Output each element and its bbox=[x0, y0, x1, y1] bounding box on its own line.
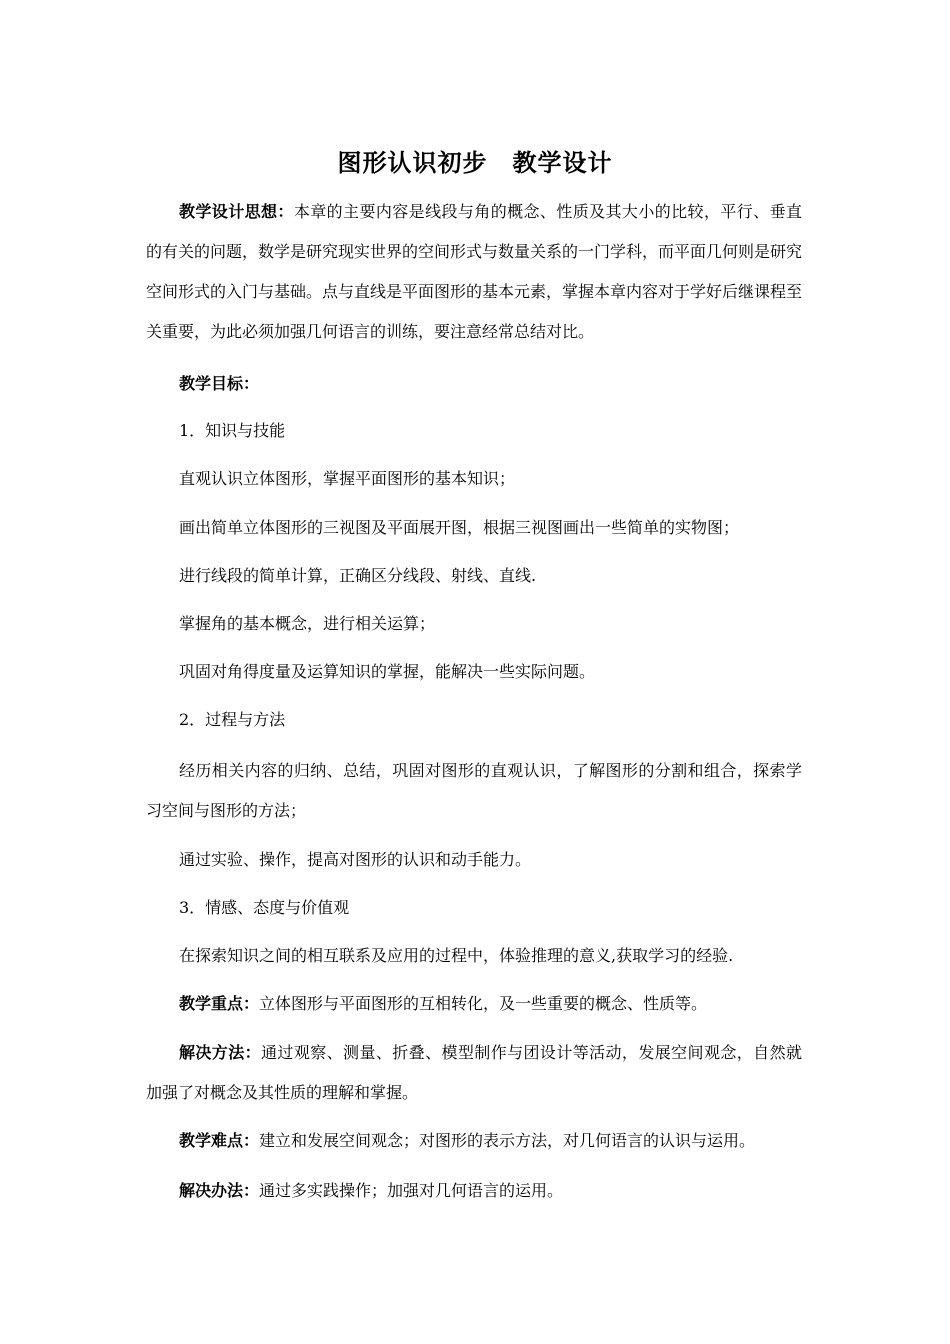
difficulty-text: 建立和发展空间观念；对图形的表示方法，对几何语言的认识与运用。 bbox=[259, 1131, 756, 1150]
difficulty-label: 教学难点： bbox=[179, 1131, 260, 1150]
key-solution-paragraph bbox=[146, 1033, 802, 1113]
section1-item: 进行线段的简单计算，正确区分线段、射线、直线. bbox=[179, 566, 537, 585]
section1-item: 画出简单立体图形的三视图及平面展开图，根据三视图画出一些简单的实物图； bbox=[179, 518, 740, 537]
section3-item: 在探索知识之间的相互联系及应用的过程中，体验推理的意义,获取学习的经验. bbox=[179, 946, 734, 965]
page-title: 图形认识初步 教学设计 bbox=[337, 149, 613, 177]
key-solution-text: 通过观察、测量、折叠、模型制作与团设计等活动，发展空间观念，自然就加强了对概念及其性质的理解和掌握。 bbox=[146, 1043, 802, 1102]
design-idea-text: 本章的主要内容是线段与角的概念、性质及其大小的比较，平行、垂直的有关的问题，数学是研究现实世界的空间形式与数量关系的一门学科，而平面几何则是研究空间形式的入门与基础。点与直线是平面图形的基本元素，掌握本章内容对于学好后继课程至关重要，为此必须加强几何语言的训练，要注意经常总结对比。 bbox=[146, 202, 803, 341]
difficulty-solution-paragraph bbox=[146, 1171, 802, 1211]
key-solution-label: 解决方法： bbox=[179, 1043, 262, 1062]
section2-item: 经历相关内容的归纳、总结，巩固对图形的直观认识，了解图形的分割和组合，探索学习空间与图形的方法； bbox=[146, 761, 802, 820]
key-point-paragraph bbox=[146, 984, 802, 1024]
section2-heading: 2．过程与方法 bbox=[179, 710, 286, 729]
key-point-label: 教学重点： bbox=[179, 994, 260, 1013]
difficulty-solution-text: 通过多实践操作；加强对几何语言的运用。 bbox=[259, 1181, 564, 1200]
section3-heading: 3．情感、态度与价值观 bbox=[179, 898, 350, 917]
key-point-text: 立体图形与平面图形的互相转化，及一些重要的概念、性质等。 bbox=[259, 994, 708, 1013]
design-idea-paragraph bbox=[146, 192, 802, 352]
section1-item: 掌握角的基本概念，进行相关运算； bbox=[179, 614, 436, 633]
difficulty-paragraph bbox=[146, 1121, 802, 1161]
goals-heading: 教学目标： bbox=[179, 374, 260, 393]
design-idea-label: 教学设计思想： bbox=[179, 202, 294, 221]
section1-heading: 1．知识与技能 bbox=[179, 421, 286, 440]
difficulty-solution-label: 解决办法： bbox=[179, 1181, 260, 1200]
section1-item: 巩固对角得度量及运算知识的掌握，能解决一些实际问题。 bbox=[179, 662, 596, 681]
section1-item: 直观认识立体图形，掌握平面图形的基本知识； bbox=[179, 469, 516, 488]
section2-item: 通过实验、操作，提高对图形的认识和动手能力。 bbox=[179, 850, 532, 869]
